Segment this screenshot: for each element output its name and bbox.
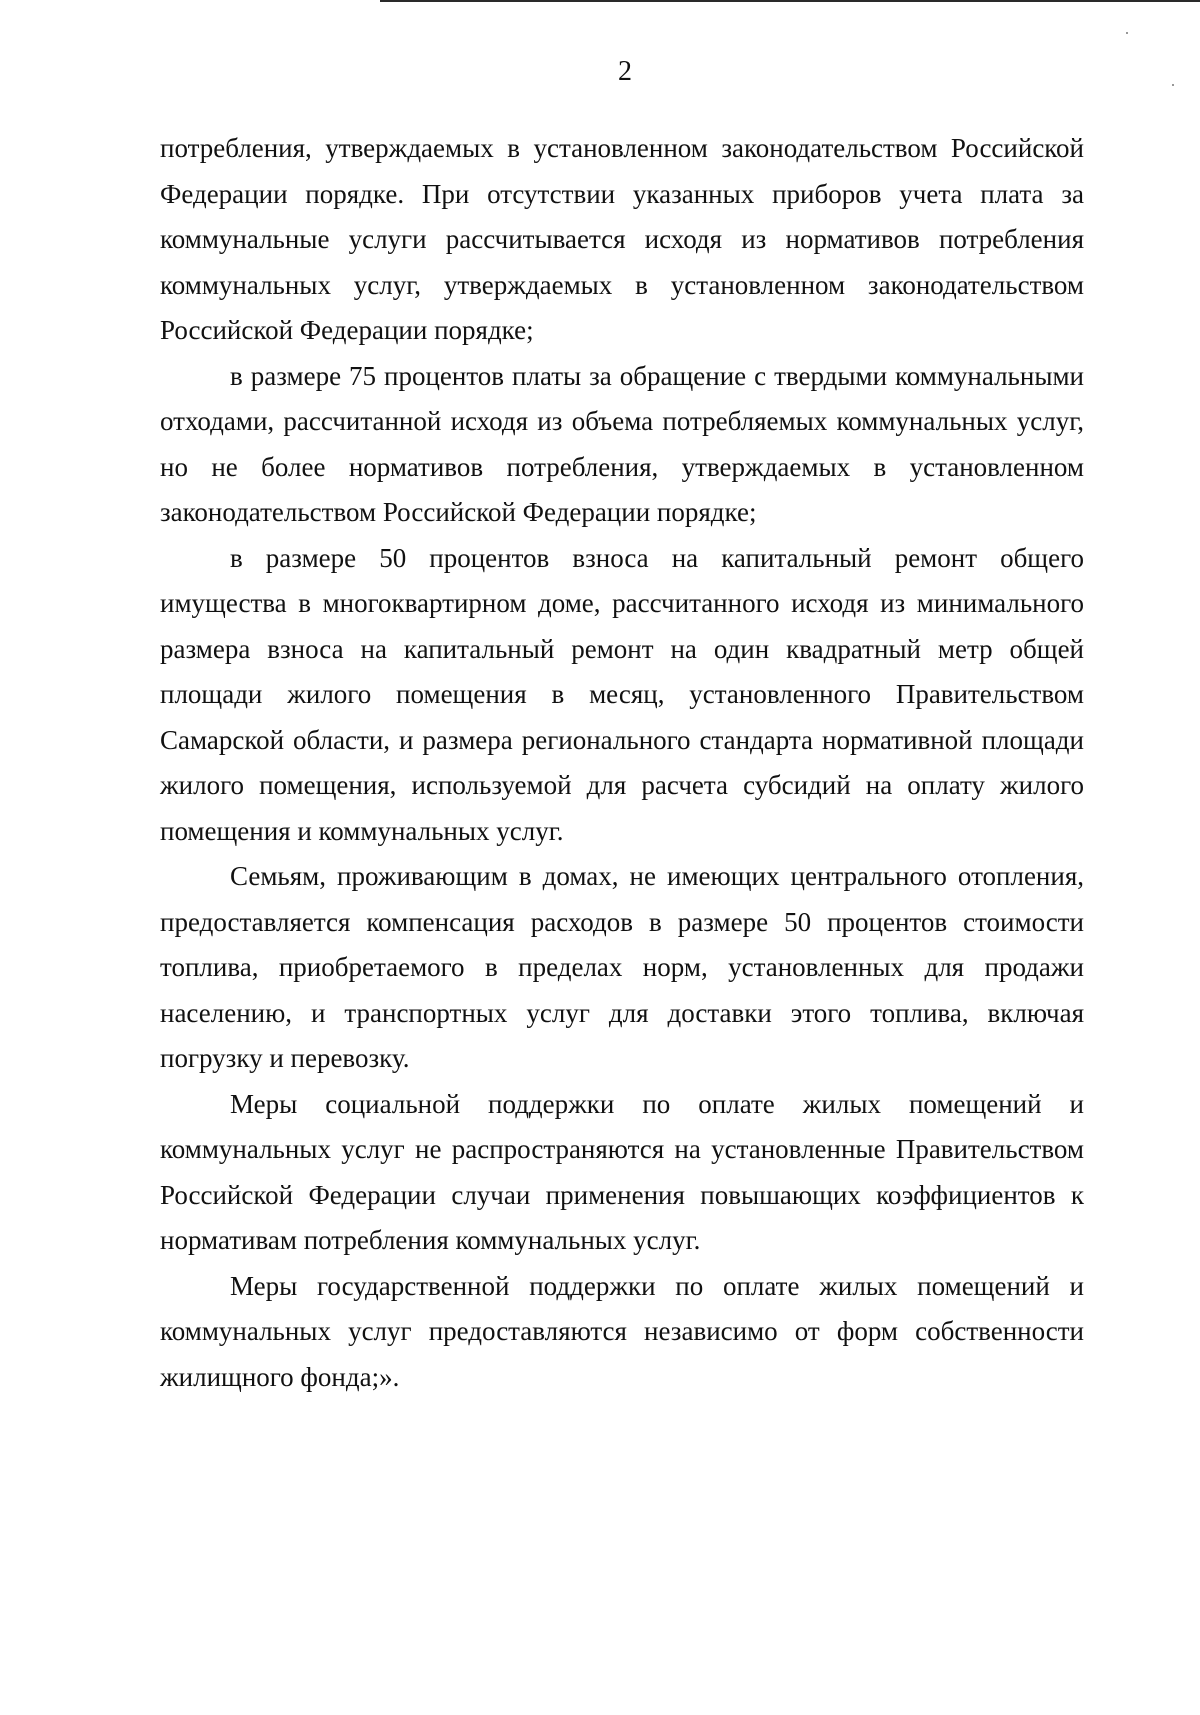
scan-speck [1126,32,1128,34]
paragraph-capital-repair: в размере 50 процентов взноса на капитальный ремонт общего имущества в многоквартирном доме, рассчитанного исходя из минимального размера взноса на капитальный ремонт на один квадратный метр общей площади жилого помещения в месяц, установленного Правительством Самарской области, и размера регионального стандарта нормативной площади жилого помещения, используемой для расчета субсидий на оплату жилого помещения и коммунальных услуг. [160,542,1084,846]
paragraph-continuation: потребления, утверждаемых в установленном законодательством Российской Федерации порядке. При отсутствии указанных приборов учета плата за коммунальные услуги рассчитывается исходя из нормативов потребления коммунальных услуг, утверждаемых в установленном законодательством Российской Федерации порядке; [160,133,1084,345]
paragraph-heating-compensation: Семьям, проживающим в домах, не имеющих центрального отопления, предоставляется компенсация расходов в размере 50 процентов стоимости топлива, приобретаемого в пределах норм, установленных для продажи населению, и транспортных услуг для доставки этого топлива, включая погрузку и перевозку. [160,861,1084,1073]
paragraph-waste-payment: в размере 75 процентов платы за обращение с твердыми коммунальными отходами, рассчитанной исходя из объема потребляемых коммунальных услуг, но не более нормативов потребления, утверждаемых в установленном законодательством Российской Федерации порядке; [160,360,1084,527]
scan-speck [1172,84,1174,86]
document-body [160,126,1084,1400]
paragraph-support-exclusions: Меры социальной поддержки по оплате жилых помещений и коммунальных услуг не распространяются на установленные Правительством Российской Федерации случаи применения повышающих коэффициентов к нормативам потребления коммунальных услуг. [160,1088,1084,1255]
paragraph-state-support: Меры государственной поддержки по оплате жилых помещений и коммунальных услуг предоставляются независимо от форм собственности жилищного фонда;». [160,1270,1084,1392]
top-edge-rule [380,0,1200,2]
page-number: 2 [618,56,632,87]
